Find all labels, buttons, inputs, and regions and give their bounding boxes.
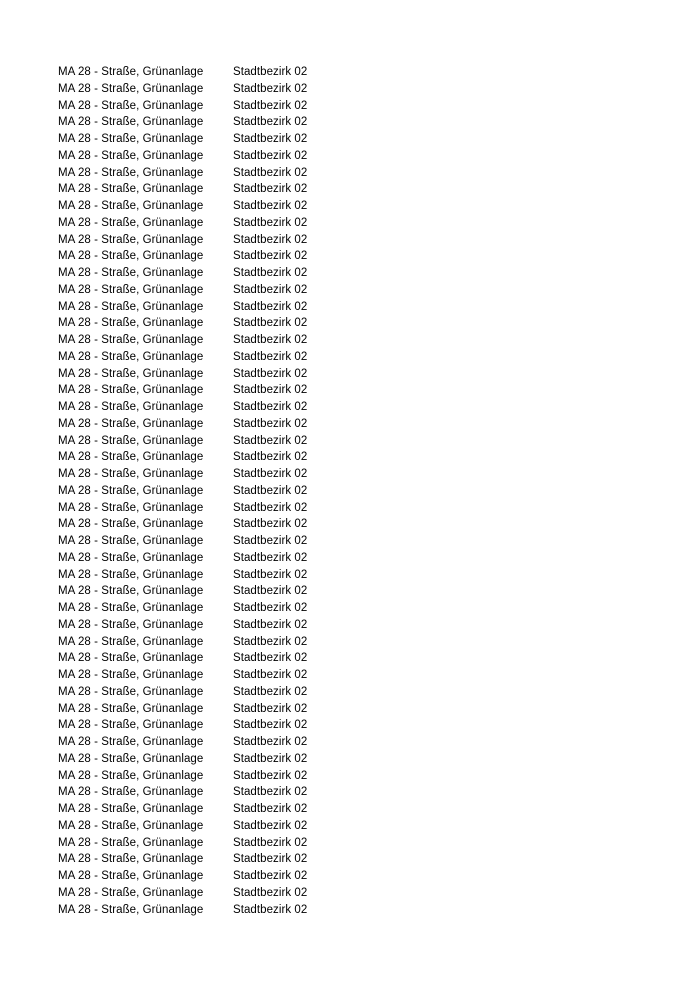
district-cell: Stadtbezirk 02 [233, 66, 308, 78]
table-row [58, 332, 478, 349]
district-cell: Stadtbezirk 02 [233, 166, 308, 179]
department-cell: MA 28 - Straße, Grünanlage [58, 618, 204, 631]
department-cell: MA 28 - Straße, Grünanlage [58, 551, 204, 564]
table-row [58, 466, 478, 483]
table-row [58, 131, 478, 148]
department-cell: MA 28 - Straße, Grünanlage [58, 870, 204, 882]
table-row [58, 784, 478, 801]
district-cell: Stadtbezirk 02 [233, 786, 308, 799]
table-row [58, 684, 478, 701]
department-cell: MA 28 - Straße, Grünanlage [58, 200, 204, 212]
table-row [58, 265, 478, 282]
district-cell: Stadtbezirk 02 [233, 886, 308, 899]
table-row [58, 868, 478, 885]
department-cell: MA 28 - Straße, Grünanlage [58, 283, 204, 296]
table-row [58, 851, 478, 868]
table-row [58, 366, 478, 383]
district-cell: Stadtbezirk 02 [233, 200, 308, 212]
department-cell: MA 28 - Straße, Grünanlage [58, 451, 204, 464]
department-cell: MA 28 - Straße, Grünanlage [58, 535, 204, 547]
table-row [58, 148, 478, 165]
table-row [58, 634, 478, 651]
department-cell: MA 28 - Straße, Grünanlage [58, 853, 204, 866]
department-cell: MA 28 - Straße, Grünanlage [58, 267, 204, 279]
department-cell: MA 28 - Straße, Grünanlage [58, 585, 204, 598]
department-cell: MA 28 - Straße, Grünanlage [58, 719, 204, 732]
department-cell: MA 28 - Straße, Grünanlage [58, 183, 204, 196]
district-cell: Stadtbezirk 02 [233, 535, 308, 547]
district-cell: Stadtbezirk 02 [233, 853, 308, 866]
district-cell: Stadtbezirk 02 [233, 451, 308, 464]
district-cell: Stadtbezirk 02 [233, 434, 308, 447]
department-cell: MA 28 - Straße, Grünanlage [58, 886, 204, 899]
district-cell: Stadtbezirk 02 [233, 836, 308, 849]
district-cell: Stadtbezirk 02 [233, 903, 308, 916]
district-cell: Stadtbezirk 02 [233, 484, 308, 497]
department-cell: MA 28 - Straße, Grünanlage [58, 752, 204, 765]
record-list [58, 64, 478, 918]
department-cell: MA 28 - Straße, Grünanlage [58, 518, 204, 531]
district-cell: Stadtbezirk 02 [233, 116, 308, 129]
department-cell: MA 28 - Straße, Grünanlage [58, 786, 204, 799]
district-cell: Stadtbezirk 02 [233, 702, 308, 715]
department-cell: MA 28 - Straße, Grünanlage [58, 350, 204, 363]
department-cell: MA 28 - Straße, Grünanlage [58, 836, 204, 849]
table-row [58, 483, 478, 500]
district-cell: Stadtbezirk 02 [233, 149, 308, 162]
department-cell: MA 28 - Straße, Grünanlage [58, 233, 204, 246]
district-cell: Stadtbezirk 02 [233, 652, 308, 665]
table-row [58, 801, 478, 818]
district-cell: Stadtbezirk 02 [233, 417, 308, 430]
district-cell: Stadtbezirk 02 [233, 819, 308, 832]
district-cell: Stadtbezirk 02 [233, 501, 308, 514]
department-cell: MA 28 - Straße, Grünanlage [58, 501, 204, 514]
table-row [58, 165, 478, 182]
department-cell: MA 28 - Straße, Grünanlage [58, 635, 204, 648]
department-cell: MA 28 - Straße, Grünanlage [58, 819, 204, 832]
table-row [58, 583, 478, 600]
department-cell: MA 28 - Straße, Grünanlage [58, 434, 204, 447]
district-cell: Stadtbezirk 02 [233, 669, 308, 681]
department-cell: MA 28 - Straße, Grünanlage [58, 149, 204, 162]
department-cell: MA 28 - Straße, Grünanlage [58, 484, 204, 497]
district-cell: Stadtbezirk 02 [233, 317, 308, 330]
table-row [58, 835, 478, 852]
table-row [58, 885, 478, 902]
table-row [58, 399, 478, 416]
table-row [58, 449, 478, 466]
table-row [58, 701, 478, 718]
table-row [58, 734, 478, 751]
district-cell: Stadtbezirk 02 [233, 585, 308, 598]
table-row [58, 617, 478, 634]
table-row [58, 550, 478, 567]
table-row [58, 533, 478, 550]
district-cell: Stadtbezirk 02 [233, 736, 308, 748]
department-cell: MA 28 - Straße, Grünanlage [58, 803, 204, 815]
table-row [58, 114, 478, 131]
department-cell: MA 28 - Straße, Grünanlage [58, 736, 204, 748]
table-row [58, 315, 478, 332]
district-cell: Stadtbezirk 02 [233, 568, 308, 581]
table-row [58, 98, 478, 115]
district-cell: Stadtbezirk 02 [233, 635, 308, 648]
department-cell: MA 28 - Straße, Grünanlage [58, 685, 204, 698]
department-cell: MA 28 - Straße, Grünanlage [58, 66, 204, 78]
department-cell: MA 28 - Straße, Grünanlage [58, 652, 204, 665]
district-cell: Stadtbezirk 02 [233, 618, 308, 631]
district-cell: Stadtbezirk 02 [233, 518, 308, 531]
district-cell: Stadtbezirk 02 [233, 752, 308, 765]
district-cell: Stadtbezirk 02 [233, 133, 308, 145]
district-cell: Stadtbezirk 02 [233, 719, 308, 732]
department-cell: MA 28 - Straße, Grünanlage [58, 568, 204, 581]
table-row [58, 717, 478, 734]
department-cell: MA 28 - Straße, Grünanlage [58, 99, 204, 112]
table-row [58, 600, 478, 617]
table-row [58, 768, 478, 785]
department-cell: MA 28 - Straße, Grünanlage [58, 216, 204, 229]
district-cell: Stadtbezirk 02 [233, 551, 308, 564]
department-cell: MA 28 - Straße, Grünanlage [58, 417, 204, 430]
department-cell: MA 28 - Straße, Grünanlage [58, 769, 204, 782]
district-cell: Stadtbezirk 02 [233, 350, 308, 363]
department-cell: MA 28 - Straße, Grünanlage [58, 317, 204, 330]
table-row [58, 215, 478, 232]
department-cell: MA 28 - Straße, Grünanlage [58, 166, 204, 179]
district-cell: Stadtbezirk 02 [233, 602, 308, 614]
district-cell: Stadtbezirk 02 [233, 685, 308, 698]
department-cell: MA 28 - Straße, Grünanlage [58, 334, 204, 346]
department-cell: MA 28 - Straße, Grünanlage [58, 384, 204, 397]
district-cell: Stadtbezirk 02 [233, 468, 308, 480]
table-row [58, 282, 478, 299]
district-cell: Stadtbezirk 02 [233, 216, 308, 229]
table-row [58, 81, 478, 98]
district-cell: Stadtbezirk 02 [233, 283, 308, 296]
table-row [58, 667, 478, 684]
department-cell: MA 28 - Straße, Grünanlage [58, 367, 204, 380]
district-cell: Stadtbezirk 02 [233, 334, 308, 346]
table-row [58, 349, 478, 366]
department-cell: MA 28 - Straße, Grünanlage [58, 250, 204, 263]
table-row [58, 818, 478, 835]
department-cell: MA 28 - Straße, Grünanlage [58, 602, 204, 614]
table-row [58, 567, 478, 584]
table-row [58, 500, 478, 517]
district-cell: Stadtbezirk 02 [233, 803, 308, 815]
table-row [58, 232, 478, 249]
department-cell: MA 28 - Straße, Grünanlage [58, 702, 204, 715]
department-cell: MA 28 - Straße, Grünanlage [58, 468, 204, 480]
department-cell: MA 28 - Straße, Grünanlage [58, 133, 204, 145]
district-cell: Stadtbezirk 02 [233, 183, 308, 196]
table-row [58, 433, 478, 450]
district-cell: Stadtbezirk 02 [233, 769, 308, 782]
district-cell: Stadtbezirk 02 [233, 384, 308, 397]
table-row [58, 751, 478, 768]
district-cell: Stadtbezirk 02 [233, 267, 308, 279]
table-row [58, 416, 478, 433]
table-row [58, 299, 478, 316]
district-cell: Stadtbezirk 02 [233, 300, 308, 313]
table-row [58, 198, 478, 215]
district-cell: Stadtbezirk 02 [233, 82, 308, 95]
department-cell: MA 28 - Straße, Grünanlage [58, 903, 204, 916]
table-row [58, 650, 478, 667]
department-cell: MA 28 - Straße, Grünanlage [58, 116, 204, 129]
table-row [58, 382, 478, 399]
district-cell: Stadtbezirk 02 [233, 870, 308, 882]
table-row [58, 902, 478, 919]
district-cell: Stadtbezirk 02 [233, 99, 308, 112]
district-cell: Stadtbezirk 02 [233, 401, 308, 413]
table-row [58, 181, 478, 198]
district-cell: Stadtbezirk 02 [233, 250, 308, 263]
table-row [58, 64, 478, 81]
table-row [58, 516, 478, 533]
department-cell: MA 28 - Straße, Grünanlage [58, 82, 204, 95]
table-row [58, 248, 478, 265]
department-cell: MA 28 - Straße, Grünanlage [58, 300, 204, 313]
district-cell: Stadtbezirk 02 [233, 367, 308, 380]
district-cell: Stadtbezirk 02 [233, 233, 308, 246]
department-cell: MA 28 - Straße, Grünanlage [58, 401, 204, 413]
department-cell: MA 28 - Straße, Grünanlage [58, 669, 204, 681]
